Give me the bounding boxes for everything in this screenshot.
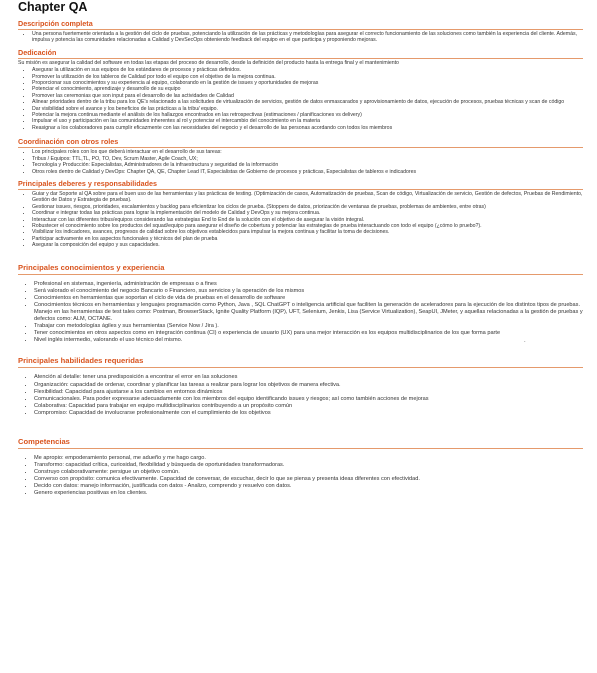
section-list <box>18 67 583 131</box>
section-list <box>18 455 583 498</box>
list-item: • Asegurar la utilización en sus equipos de los estándares de procesos y prácticas definidos. <box>32 67 583 73</box>
list-item: • Los principales roles con los que deberá interactuar en el desarrollo de sus tareas: <box>32 149 583 155</box>
section-heading: Descripción completa <box>18 19 583 30</box>
list-item: • Robustecer el conocimiento sobre los productos del squad/equipo para asegurar el diseño de cobertura y potenciar las estrategias de prueba interactuando con todo el equipo (¿cómo lo pruebo?). <box>32 223 583 229</box>
list-item: • Conocimientos técnicos en herramientas y lenguajes programación como Python, Java , SQL ChatGPT o inteligencia artificial que faciliten la generación de aceleradores para la ejecución de los distintos tipos de pruebas. Manejo en las herramientas de test tales como: Postman, BrowserStack, Ignite Quality Platform (IQP), UFT, Selenium, Jenkis, Lisa (Service Virtualization), SeapUI, JMeter, y aquellas relacionadas a la gestión de pruebas y defectos como: ALM, OCTANE. <box>34 302 583 323</box>
list-item: • Potenciar la mejora continua mediante el análisis de los hallazgos encontrados en las retrospectivas (estimaciones / planificaciones vs delivery) <box>32 112 583 118</box>
list-item: • Comunicacionales. Para poder expresarse adecuadamente con los miembros del equipo identificando issues y riesgos; así como también acciones de mejoras <box>34 396 583 403</box>
list-item: • Nivel inglés intermedio, valorando el uso técnico del mismo. <box>34 337 583 344</box>
section-conocimientos <box>18 263 583 345</box>
list-item: • Visibilizar los indicadores, avances, progresos de calidad sobre los objetivos establecidos para impulsar la mejora continua y facilitar la toma de decisiones. <box>32 229 583 235</box>
stray-mark: . <box>524 338 526 344</box>
list-item: • Asegurar la composición del equipo y sus capacidades. <box>32 242 583 248</box>
list-item: • Atención al detalle: tener una predisposición a encontrar el error en las soluciones <box>34 374 583 381</box>
list-item: • Guiar y dar Soporte al QA sobre para el buen uso de las herramientas y las prácticas de testing. (Optimización de casos, Automatización de pruebas, Scan de código, Virtualización de servicio, Gestión de defectos, Pruebas de Rendimiento, Gestión de Datos y Estrategia de pruebas). <box>32 191 583 204</box>
list-item: • Reasignar a los colaboradores para cumplir eficazmente con las necesidades del negocio y el desarrollo de las personas acordando con todos los miembros <box>32 125 583 131</box>
list-item: • Coordinar e integrar todas las prácticas para lograr la implementación del modelo de Calidad y DevOps y su mejora continua. <box>32 210 583 216</box>
section-list <box>18 191 583 249</box>
list-item: • Promover la utilización de los tableros de Calidad por todo el equipo con el objetivo de la mejora continua. <box>32 74 583 80</box>
section-list <box>18 281 583 345</box>
list-item: • Proporcionar sus conocimientos y su experiencia al equipo, colaborando en la gestión de issues y oportunidades de mejoras <box>32 80 583 86</box>
list-item: • Genero experiencias positivas en los clientes. <box>34 490 583 497</box>
page-title: Chapter QA <box>18 0 88 14</box>
list-item: • Construyo colaborativamente: persigue un objetivo común. <box>34 469 583 476</box>
list-item: • Trabajar con metodologías ágiles y sus herramientas (Service Now / Jira ). <box>34 323 583 330</box>
section-intro: Su misión es asegurar la calidad del software en todas las etapas del proceso de desarrollo, desde la definición del producto hasta la entrega final y el mantenimiento <box>18 59 399 66</box>
section-heading: Principales conocimientos y experiencia <box>18 263 583 275</box>
section-dedicacion <box>18 48 583 131</box>
section-heading: Competencias <box>18 437 583 449</box>
list-item: • Dar visibilidad sobre el avance y los beneficios de las prácticas a la tribu/ equipo. <box>32 106 583 112</box>
list-item: • Transformo: capacidad crítica, curiosidad, flexibilidad y búsqueda de oportunidades transformadoras. <box>34 462 583 469</box>
list-item: • Tribus / Equipos: TTL,TL, PO, TO, Dev, Scrum Master, Agile Coach, UX; <box>32 156 583 162</box>
section-descripcion <box>18 19 583 44</box>
list-item: • Alinear prioridades dentro de la tribu para los QE's relacionado a las solicitudes de virtualización de servicios, gestión de datos enmascarados y aprovisionamiento de datos, ejecución de procesos, pruebas técnicas y scan de código <box>32 99 583 105</box>
list-item: • Compromiso: Capacidad de involucrarse profesionalmente con el cumplimiento de los objetivos <box>34 410 583 417</box>
section-heading: Principales deberes y responsabilidades <box>18 179 583 190</box>
section-heading: Principales habilidades requeridas <box>18 356 583 368</box>
list-item: • Una persona fuertemente orientada a la gestión del ciclo de pruebas, potenciando la utilización de las prácticas y metodologías para asegurar el correcto funcionamiento de las soluciones como también la experiencia del cliente. Además, impulsa y potencia las comunidades relacionadas a Calidad y DevSecOps obteniendo feedback del equipo en el que participa y proponiendo mejoras. <box>32 31 583 44</box>
list-item: • Impulsar el uso y participación en las comunidades inherentes al rol y potenciar el intercambio del conocimiento en la materia <box>32 118 583 124</box>
section-list <box>18 31 583 44</box>
list-item: • Será valorado el conocimiento del negocio Bancario o Financiero, sus servicios y la operación de los mismos <box>34 288 583 295</box>
list-item: • Tener conocimientos en otros aspectos como en integración continua (CI) o experiencia de usuario (UX) para una mejor interacción es los equipos multidisciplinarios de los que forma parte <box>34 330 583 337</box>
list-item: • Colaborativa: Capacidad para trabajar en equipo multidisciplinarios contribuyendo a un propósito común <box>34 403 583 410</box>
section-coordinacion <box>18 137 583 175</box>
section-deberes <box>18 179 583 249</box>
list-item: • Me apropio: empoderamiento personal, me adueño y me hago cargo. <box>34 455 583 462</box>
list-item: • Converso con propósito: comunica efectivamente. Capacidad de conversar, de escuchar, decir lo que se piensa y presenta ideas diferentes con efectividad. <box>34 476 583 483</box>
list-item: • Otros roles dentro de Calidad y DevOps: Chapter QA, QE, Chapter Lead IT, Especialistas de Gobierno de procesos y prácticas, Especialistas de tableros e indicadores <box>32 169 583 175</box>
section-list <box>18 374 583 417</box>
list-item: • Interactuar con las diferentes tribus/equipos considerando las estrategias End to End de la solución con el objetivo de asegurar la visión integral. <box>32 217 583 223</box>
list-item: • Tecnología y Producción: Especialistas, Administradores de la infraestructura y seguridad de la información <box>32 162 583 168</box>
section-list <box>18 149 583 175</box>
list-item: • Gestionar issues, riesgos, prioridades, escalamientos y backlog para eficientizar los ciclos de prueba. (Stoppers de datos, priorización de ventanas de pruebas, problemas de ambientes, entre otras) <box>32 204 583 210</box>
list-item: • Profesional en sistemas, ingeniería, administración de empresas o a fines <box>34 281 583 288</box>
list-item: • Flexibilidad: Capacidad para ajustarse a los cambios en entornos dinámicos <box>34 389 583 396</box>
section-heading: Dedicación <box>18 48 583 59</box>
list-item: • Decido con datos: manejo información, justificada con datos - Analizo, comprendo y resuelvo con datos. <box>34 483 583 490</box>
list-item: • Potenciar el conocimiento, aprendizaje y desarrollo de su equipo <box>32 86 583 92</box>
section-competencias <box>18 437 583 498</box>
list-item: • Promover las ceremonias que son input para el desarrollo de las actividades de Calidad <box>32 93 583 99</box>
section-habilidades <box>18 356 583 417</box>
list-item: • Organización: capacidad de ordenar, coordinar y planificar las tareas a realizar para lograr los objetivos de manera efectiva. <box>34 382 583 389</box>
list-item: • Conocimientos en herramientas que soportan el ciclo de vida de pruebas en el desarrollo de software <box>34 295 583 302</box>
list-item: • Participar activamente en los aspectos funcionales y técnicos del plan de prueba <box>32 236 583 242</box>
section-heading: Coordinación con otros roles <box>18 137 583 148</box>
